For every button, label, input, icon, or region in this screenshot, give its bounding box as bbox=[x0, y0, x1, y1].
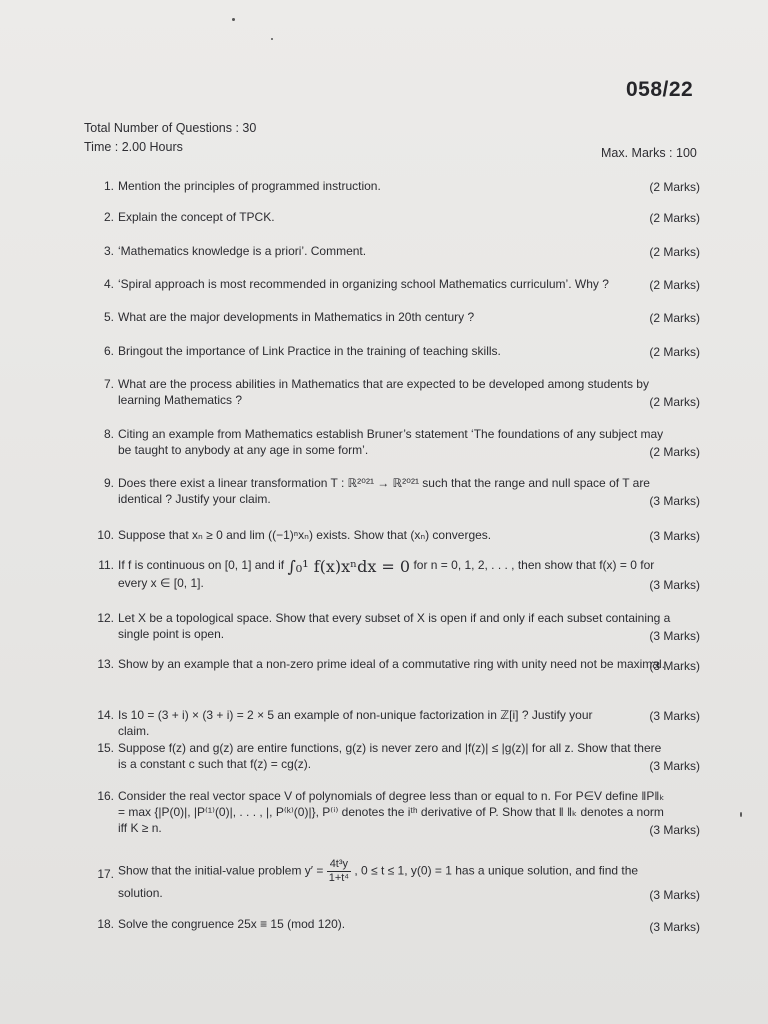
question-number: 17. bbox=[97, 867, 114, 881]
fraction-numerator: 4t³y bbox=[327, 858, 351, 872]
question-3 bbox=[88, 243, 700, 259]
question-text-a: Show that the initial-value problem y′ = bbox=[118, 863, 324, 878]
question-marks: (2 Marks) bbox=[649, 245, 700, 259]
question-6 bbox=[88, 343, 700, 359]
question-10 bbox=[88, 527, 700, 543]
question-number: 1. bbox=[103, 179, 114, 193]
question-number: 4. bbox=[103, 277, 114, 291]
integral-expression: ∫₀¹ f(x)xⁿdx = 0 bbox=[287, 557, 411, 576]
time-allowed: Time : 2.00 Hours bbox=[84, 140, 183, 154]
question-marks: (2 Marks) bbox=[649, 345, 700, 359]
question-text: Does there exist a linear transformation T : ℝ²⁰²¹ → ℝ²⁰²¹ such that the range and null space of T are identical ? Justify your claim. bbox=[118, 476, 650, 506]
question-marks: (3 Marks) bbox=[649, 494, 700, 508]
question-number: 13. bbox=[97, 657, 114, 671]
speck bbox=[232, 18, 235, 21]
question-number: 14. bbox=[97, 708, 114, 722]
question-16 bbox=[88, 788, 700, 836]
question-15 bbox=[88, 740, 700, 772]
question-marks: (3 Marks) bbox=[649, 920, 700, 934]
question-text: Is 10 = (3 + i) × (3 + i) = 2 × 5 an example of non-unique factorization in ℤ[i] ? Justify your claim. bbox=[118, 708, 593, 738]
question-text: Suppose that xₙ ≥ 0 and lim ((−1)ⁿxₙ) exists. Show that (xₙ) converges. bbox=[118, 528, 492, 542]
question-11 bbox=[88, 557, 700, 591]
question-9 bbox=[88, 475, 700, 507]
question-7 bbox=[88, 376, 700, 408]
total-questions: Total Number of Questions : 30 bbox=[84, 121, 257, 135]
question-text: ‘Mathematics knowledge is a priori’. Comment. bbox=[118, 244, 367, 258]
question-8 bbox=[88, 426, 700, 458]
question-marks: (3 Marks) bbox=[649, 759, 700, 773]
question-marks: (3 Marks) bbox=[649, 888, 700, 902]
question-number: 8. bbox=[103, 427, 114, 441]
question-number: 11. bbox=[98, 558, 114, 572]
question-12 bbox=[88, 610, 700, 642]
question-text: Explain the concept of TPCK. bbox=[118, 210, 275, 224]
question-number: 12. bbox=[97, 611, 114, 625]
question-marks: (2 Marks) bbox=[649, 278, 700, 292]
fraction bbox=[327, 858, 351, 885]
question-marks: (2 Marks) bbox=[649, 211, 700, 225]
question-marks: (2 Marks) bbox=[649, 180, 700, 194]
question-18 bbox=[88, 916, 700, 932]
question-text: Mention the principles of programmed instruction. bbox=[118, 179, 381, 193]
question-text-b: for n = 0, 1, 2, . . . , then show that f(x) = 0 for every x ∈ [0, 1]. bbox=[118, 558, 655, 590]
question-number: 16. bbox=[97, 789, 114, 803]
question-17 bbox=[88, 858, 700, 901]
question-number: 9. bbox=[103, 476, 114, 490]
question-marks: (3 Marks) bbox=[649, 629, 700, 643]
question-number: 3. bbox=[103, 244, 114, 258]
question-marks: (3 Marks) bbox=[649, 578, 700, 592]
question-marks: (3 Marks) bbox=[649, 659, 700, 673]
question-text-b: , 0 ≤ t ≤ 1, y(0) = 1 has a unique solution, and find the solution. bbox=[118, 863, 639, 900]
max-marks: Max. Marks : 100 bbox=[601, 146, 697, 160]
question-text: Suppose f(z) and g(z) are entire functions, g(z) is never zero and |f(z)| ≤ |g(z)| for all z. Show that there is a constant c such that f(z) = cg(z). bbox=[118, 741, 662, 771]
question-13 bbox=[88, 656, 700, 672]
question-number: 15. bbox=[97, 741, 114, 755]
fraction-denominator: 1+t⁴ bbox=[328, 872, 350, 884]
question-text: ‘Spiral approach is most recommended in organizing school Mathematics curriculum’. Why ? bbox=[118, 277, 609, 291]
question-number: 5. bbox=[103, 310, 114, 324]
question-5 bbox=[88, 309, 700, 325]
question-text: Bringout the importance of Link Practice in the training of teaching skills. bbox=[118, 344, 501, 358]
question-text: Solve the congruence 25x ≡ 15 (mod 120). bbox=[118, 917, 346, 931]
question-number: 6. bbox=[103, 344, 114, 358]
question-text: Citing an example from Mathematics establish Bruner’s statement ‘The foundations of any subject may be taught to anybody at any age in some form’. bbox=[118, 427, 664, 457]
question-marks: (3 Marks) bbox=[649, 529, 700, 543]
question-marks: (2 Marks) bbox=[649, 395, 700, 409]
question-text: Show by an example that a non-zero prime ideal of a commutative ring with unity need not be maximal. bbox=[118, 657, 665, 671]
speck bbox=[271, 38, 273, 40]
question-number: 2. bbox=[103, 210, 114, 224]
question-text-a: If f is continuous on [0, 1] and if bbox=[118, 558, 285, 572]
question-text: Consider the real vector space V of polynomials of degree less than or equal to n. For P∈V define ‖P‖ₖ = max {|P(0)|, |P⁽¹⁾(0)|, . . . , |, P⁽ᵏ⁾(0)|}, P⁽ⁱ⁾ denotes the iᵗʰ derivative of P. Show that ‖ ‖ₖ denotes a norm iff K ≥ n. bbox=[118, 789, 665, 835]
question-14 bbox=[88, 707, 700, 739]
question-1 bbox=[88, 178, 700, 194]
paper-code: 058/22 bbox=[626, 78, 694, 101]
question-text bbox=[118, 557, 672, 591]
speck bbox=[740, 812, 742, 817]
question-marks: (3 Marks) bbox=[649, 823, 700, 837]
question-marks: (2 Marks) bbox=[649, 445, 700, 459]
question-4 bbox=[88, 276, 700, 292]
question-text bbox=[118, 858, 672, 901]
question-marks: (2 Marks) bbox=[649, 311, 700, 325]
question-2 bbox=[88, 209, 700, 225]
question-marks: (3 Marks) bbox=[649, 709, 700, 723]
question-number: 7. bbox=[103, 377, 114, 391]
question-number: 10. bbox=[97, 528, 114, 542]
question-text: What are the major developments in Mathematics in 20th century ? bbox=[118, 310, 475, 324]
question-number: 18. bbox=[97, 917, 114, 931]
question-text: What are the process abilities in Mathematics that are expected to be developed among students by learning Mathematics ? bbox=[118, 377, 649, 407]
question-text: Let X be a topological space. Show that every subset of X is open if and only if each subset containing a single point is open. bbox=[118, 611, 671, 641]
